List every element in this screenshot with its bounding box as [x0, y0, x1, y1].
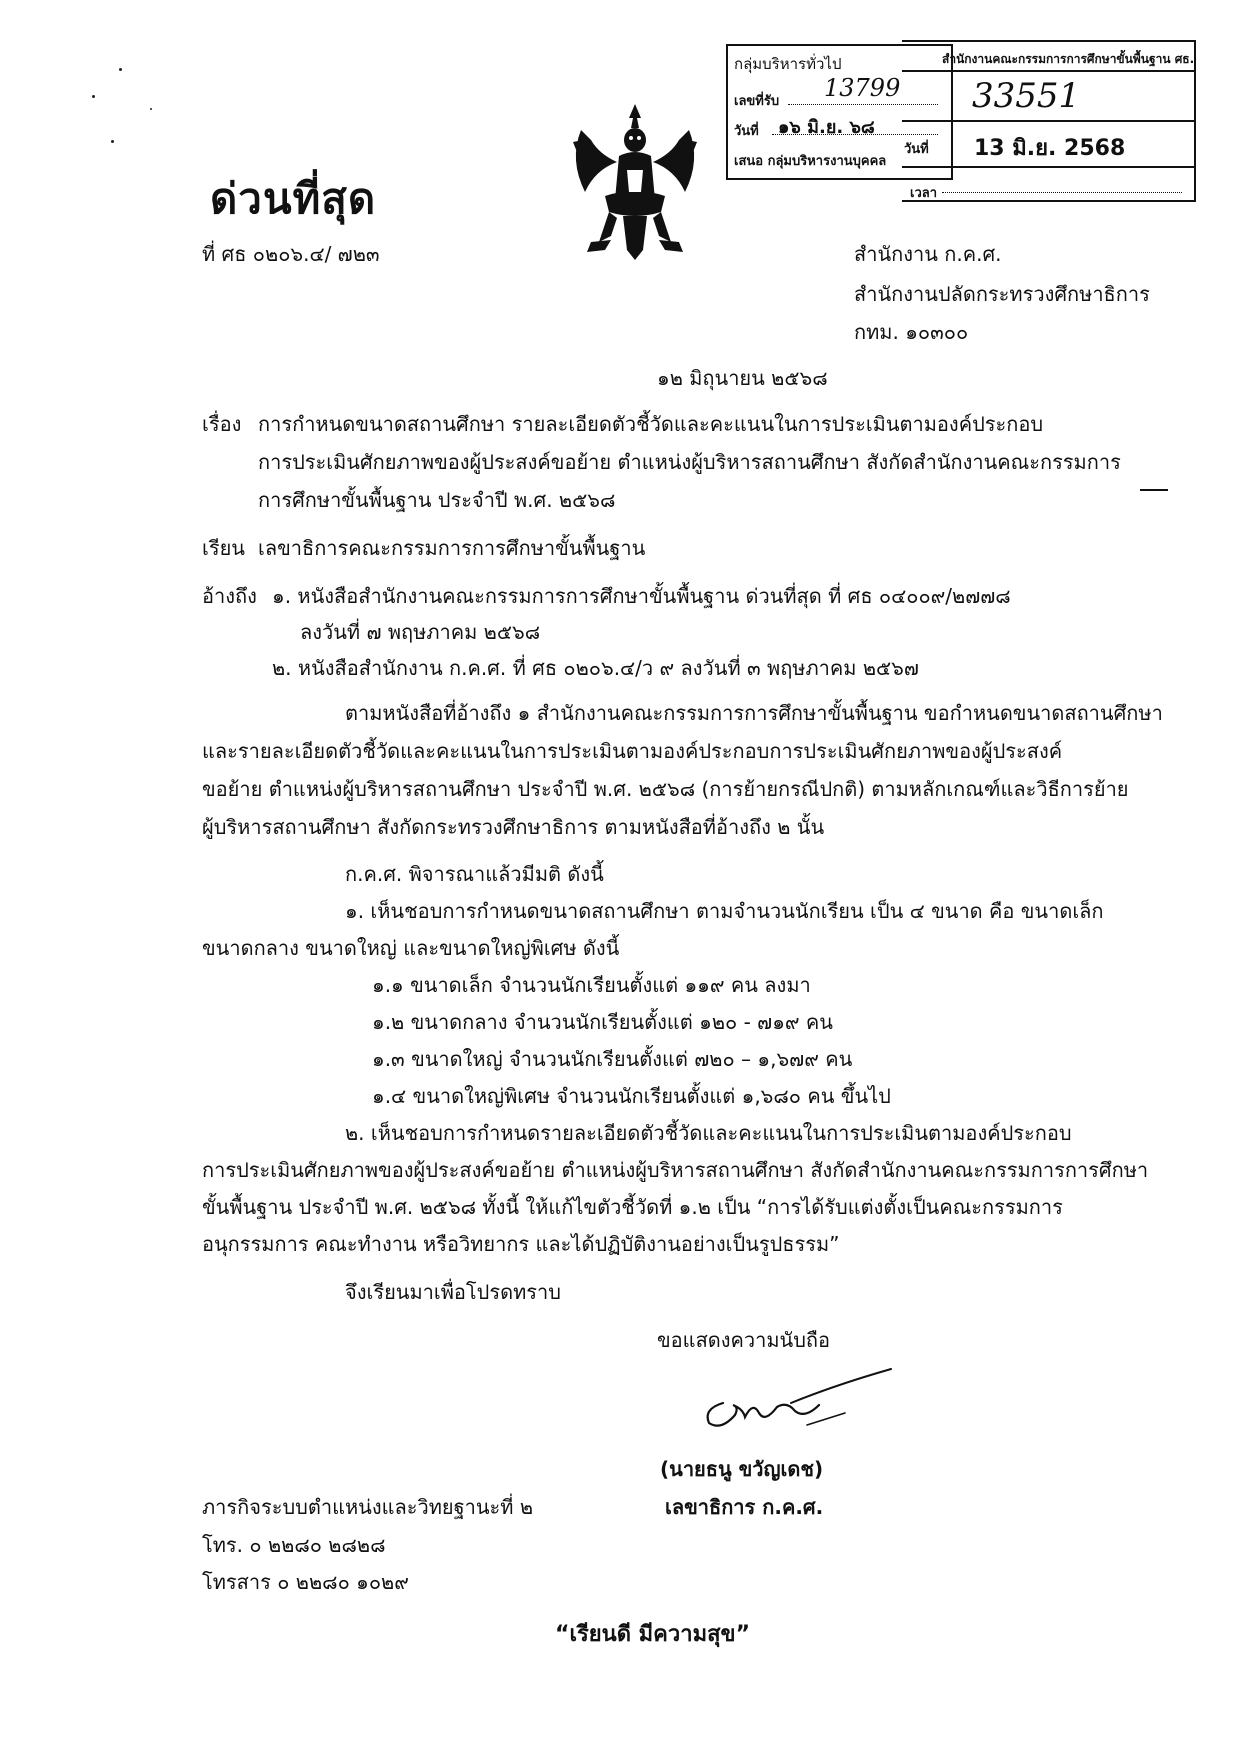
- slogan: “เรียนดี มีความสุข”: [555, 1622, 751, 1647]
- stamp-divider: [902, 120, 1194, 122]
- sender-line-3: กทม. ๑๐๓๐๐: [854, 320, 969, 344]
- stamp-time-label: เวลา: [910, 186, 938, 201]
- stamp-forward-to: เสนอ กลุ่มบริหารงานบุคคล: [734, 154, 887, 169]
- document-date: ๑๒ มิถุนายน ๒๕๖๘: [657, 366, 828, 390]
- scan-speck: [150, 108, 152, 110]
- reference-item: ๑. หนังสือสำนักงานคณะกรรมการการศึกษาขั้นพื้นฐาน ด่วนที่สุด ที่ ศธ ๐๔๐๐๙/๒๗๗๘: [272, 584, 1011, 608]
- stamp-title: กลุ่มบริหารทั่วไป: [734, 55, 842, 73]
- stamp-date-label: วันที่: [904, 142, 929, 157]
- body-line: ก.ค.ศ. พิจารณาแล้วมีมติ ดังนี้: [345, 862, 604, 886]
- size-item: ๑.๑ ขนาดเล็ก จำนวนนักเรียนตั้งแต่ ๑๑๙ คน ลงมา: [372, 973, 811, 997]
- stamp-received-label: เลขที่รับ: [734, 94, 780, 109]
- reference-item: ๒. หนังสือสำนักงาน ก.ค.ศ. ที่ ศธ ๐๒๐๖.๔/ว ๙ ลงวันที่ ๓ พฤษภาคม ๒๕๖๗: [272, 656, 919, 680]
- scan-speck: [119, 68, 122, 71]
- body-line: จึงเรียนมาเพื่อโปรดทราบ: [345, 1280, 561, 1304]
- subject-line: การศึกษาขั้นพื้นฐาน ประจำปี พ.ศ. ๒๕๖๘: [258, 488, 616, 512]
- recipient-label: เรียน: [202, 536, 245, 560]
- contact-phone: โทร. ๐ ๒๒๘๐ ๒๘๒๘: [202, 1533, 386, 1557]
- body-line: ๒. เห็นชอบการกำหนดรายละเอียดตัวชี้วัดและคะแนนในการประเมินตามองค์ประกอบ: [345, 1121, 1072, 1145]
- size-item: ๑.๔ ขนาดใหญ่พิเศษ จำนวนนักเรียนตั้งแต่ ๑,๖๘๐ คน ขึ้นไป: [372, 1084, 891, 1108]
- body-line: ขนาดกลาง ขนาดใหญ่ และขนาดใหญ่พิเศษ ดังนี้: [202, 936, 620, 960]
- signer-name: (นายธนู ขวัญเดช): [660, 1457, 824, 1481]
- stamp-title: สำนักงานคณะกรรมการการศึกษาขั้นพื้นฐาน ศธ.: [942, 52, 1195, 66]
- stamp-received-number: 13799: [824, 74, 901, 102]
- size-item: ๑.๒ ขนาดกลาง จำนวนนักเรียนตั้งแต่ ๑๒๐ - ๗๑๙ คน: [372, 1010, 833, 1034]
- reference-number: ที่ ศธ ๐๒๐๖.๔/ ๗๒๓: [202, 242, 380, 266]
- subject-line: การกำหนดขนาดสถานศึกษา รายละเอียดตัวชี้วัดและคะแนนในการประเมินตามองค์ประกอบ: [258, 412, 1044, 436]
- stamp-date: ๑๖ มิ.ย. ๖๘: [778, 117, 875, 138]
- body-line: และรายละเอียดตัวชี้วัดและคะแนนในการประเมินตามองค์ประกอบการประเมินศักยภาพของผู้ประสงค์: [202, 739, 1063, 763]
- sender-line-1: สำนักงาน ก.ค.ศ.: [854, 242, 1002, 266]
- body-line: ขอย้าย ตำแหน่งผู้บริหารสถานศึกษา ประจำปี พ.ศ. ๒๕๖๘ (การย้ายกรณีปกติ) ตามหลักเกณฑ์และวิธีการย้าย: [202, 777, 1129, 801]
- stamp-date-label: วันที่: [734, 124, 759, 139]
- stamp-date: 13 มิ.ย. 2568: [974, 136, 1126, 161]
- stamp-received-number: 33551: [972, 76, 1081, 116]
- receipt-stamp-obec: [902, 40, 1196, 202]
- priority-label: ด่วนที่สุด: [210, 174, 377, 223]
- body-line: อนุกรรมการ คณะทำงาน หรือวิทยากร และได้ปฏิบัติงานอย่างเป็นรูปธรรม”: [202, 1232, 840, 1256]
- stamp-divider: [902, 70, 1194, 72]
- stamp-divider: [902, 166, 1194, 168]
- body-line: ตามหนังสือที่อ้างถึง ๑ สำนักงานคณะกรรมการการศึกษาขั้นพื้นฐาน ขอกำหนดขนาดสถานศึกษา: [345, 701, 1163, 725]
- body-line: ๑. เห็นชอบการกำหนดขนาดสถานศึกษา ตามจำนวนนักเรียน เป็น ๔ ขนาด คือ ขนาดเล็ก: [345, 899, 1104, 923]
- body-line: ผู้บริหารสถานศึกษา สังกัดกระทรวงศึกษาธิการ ตามหนังสือที่อ้างถึง ๒ นั้น: [202, 815, 825, 839]
- subject-line: การประเมินศักยภาพของผู้ประสงค์ขอย้าย ตำแหน่งผู้บริหารสถานศึกษา สังกัดสำนักงานคณะกรรมการ: [258, 450, 1121, 474]
- signature-icon: [695, 1365, 895, 1440]
- signer-title: เลขาธิการ ก.ค.ศ.: [665, 1495, 824, 1519]
- margin-dash: [1140, 489, 1168, 491]
- reference-item: ลงวันที่ ๗ พฤษภาคม ๒๕๖๘: [300, 620, 541, 644]
- stamp-rule: [942, 192, 1182, 193]
- scan-speck: [92, 95, 95, 98]
- contact-fax: โทรสาร ๐ ๒๒๘๐ ๑๐๒๙: [202, 1570, 409, 1594]
- contact-unit: ภารกิจระบบตำแหน่งและวิทยฐานะที่ ๒: [202, 1495, 534, 1519]
- garuda-emblem-icon: [565, 100, 705, 265]
- body-line: ขั้นพื้นฐาน ประจำปี พ.ศ. ๒๕๖๘ ทั้งนี้ ให้แก้ไขตัวชี้วัดที่ ๑.๒ เป็น “การได้รับแต่งตั้งเป็นคณะกรรมการ: [202, 1195, 1063, 1219]
- recipient: เลขาธิการคณะกรรมการการศึกษาขั้นพื้นฐาน: [258, 536, 646, 560]
- body-line: การประเมินศักยภาพของผู้ประสงค์ขอย้าย ตำแหน่งผู้บริหารสถานศึกษา สังกัดสำนักงานคณะกรรมการการศึกษา: [202, 1158, 1149, 1182]
- scan-speck: [111, 140, 114, 143]
- references-label: อ้างถึง: [202, 584, 257, 608]
- sender-line-2: สำนักงานปลัดกระทรวงศึกษาธิการ: [854, 282, 1150, 306]
- closing: ขอแสดงความนับถือ: [657, 1328, 831, 1352]
- size-item: ๑.๓ ขนาดใหญ่ จำนวนนักเรียนตั้งแต่ ๗๒๐ – ๑,๖๗๙ คน: [372, 1047, 853, 1071]
- subject-label: เรื่อง: [202, 412, 242, 436]
